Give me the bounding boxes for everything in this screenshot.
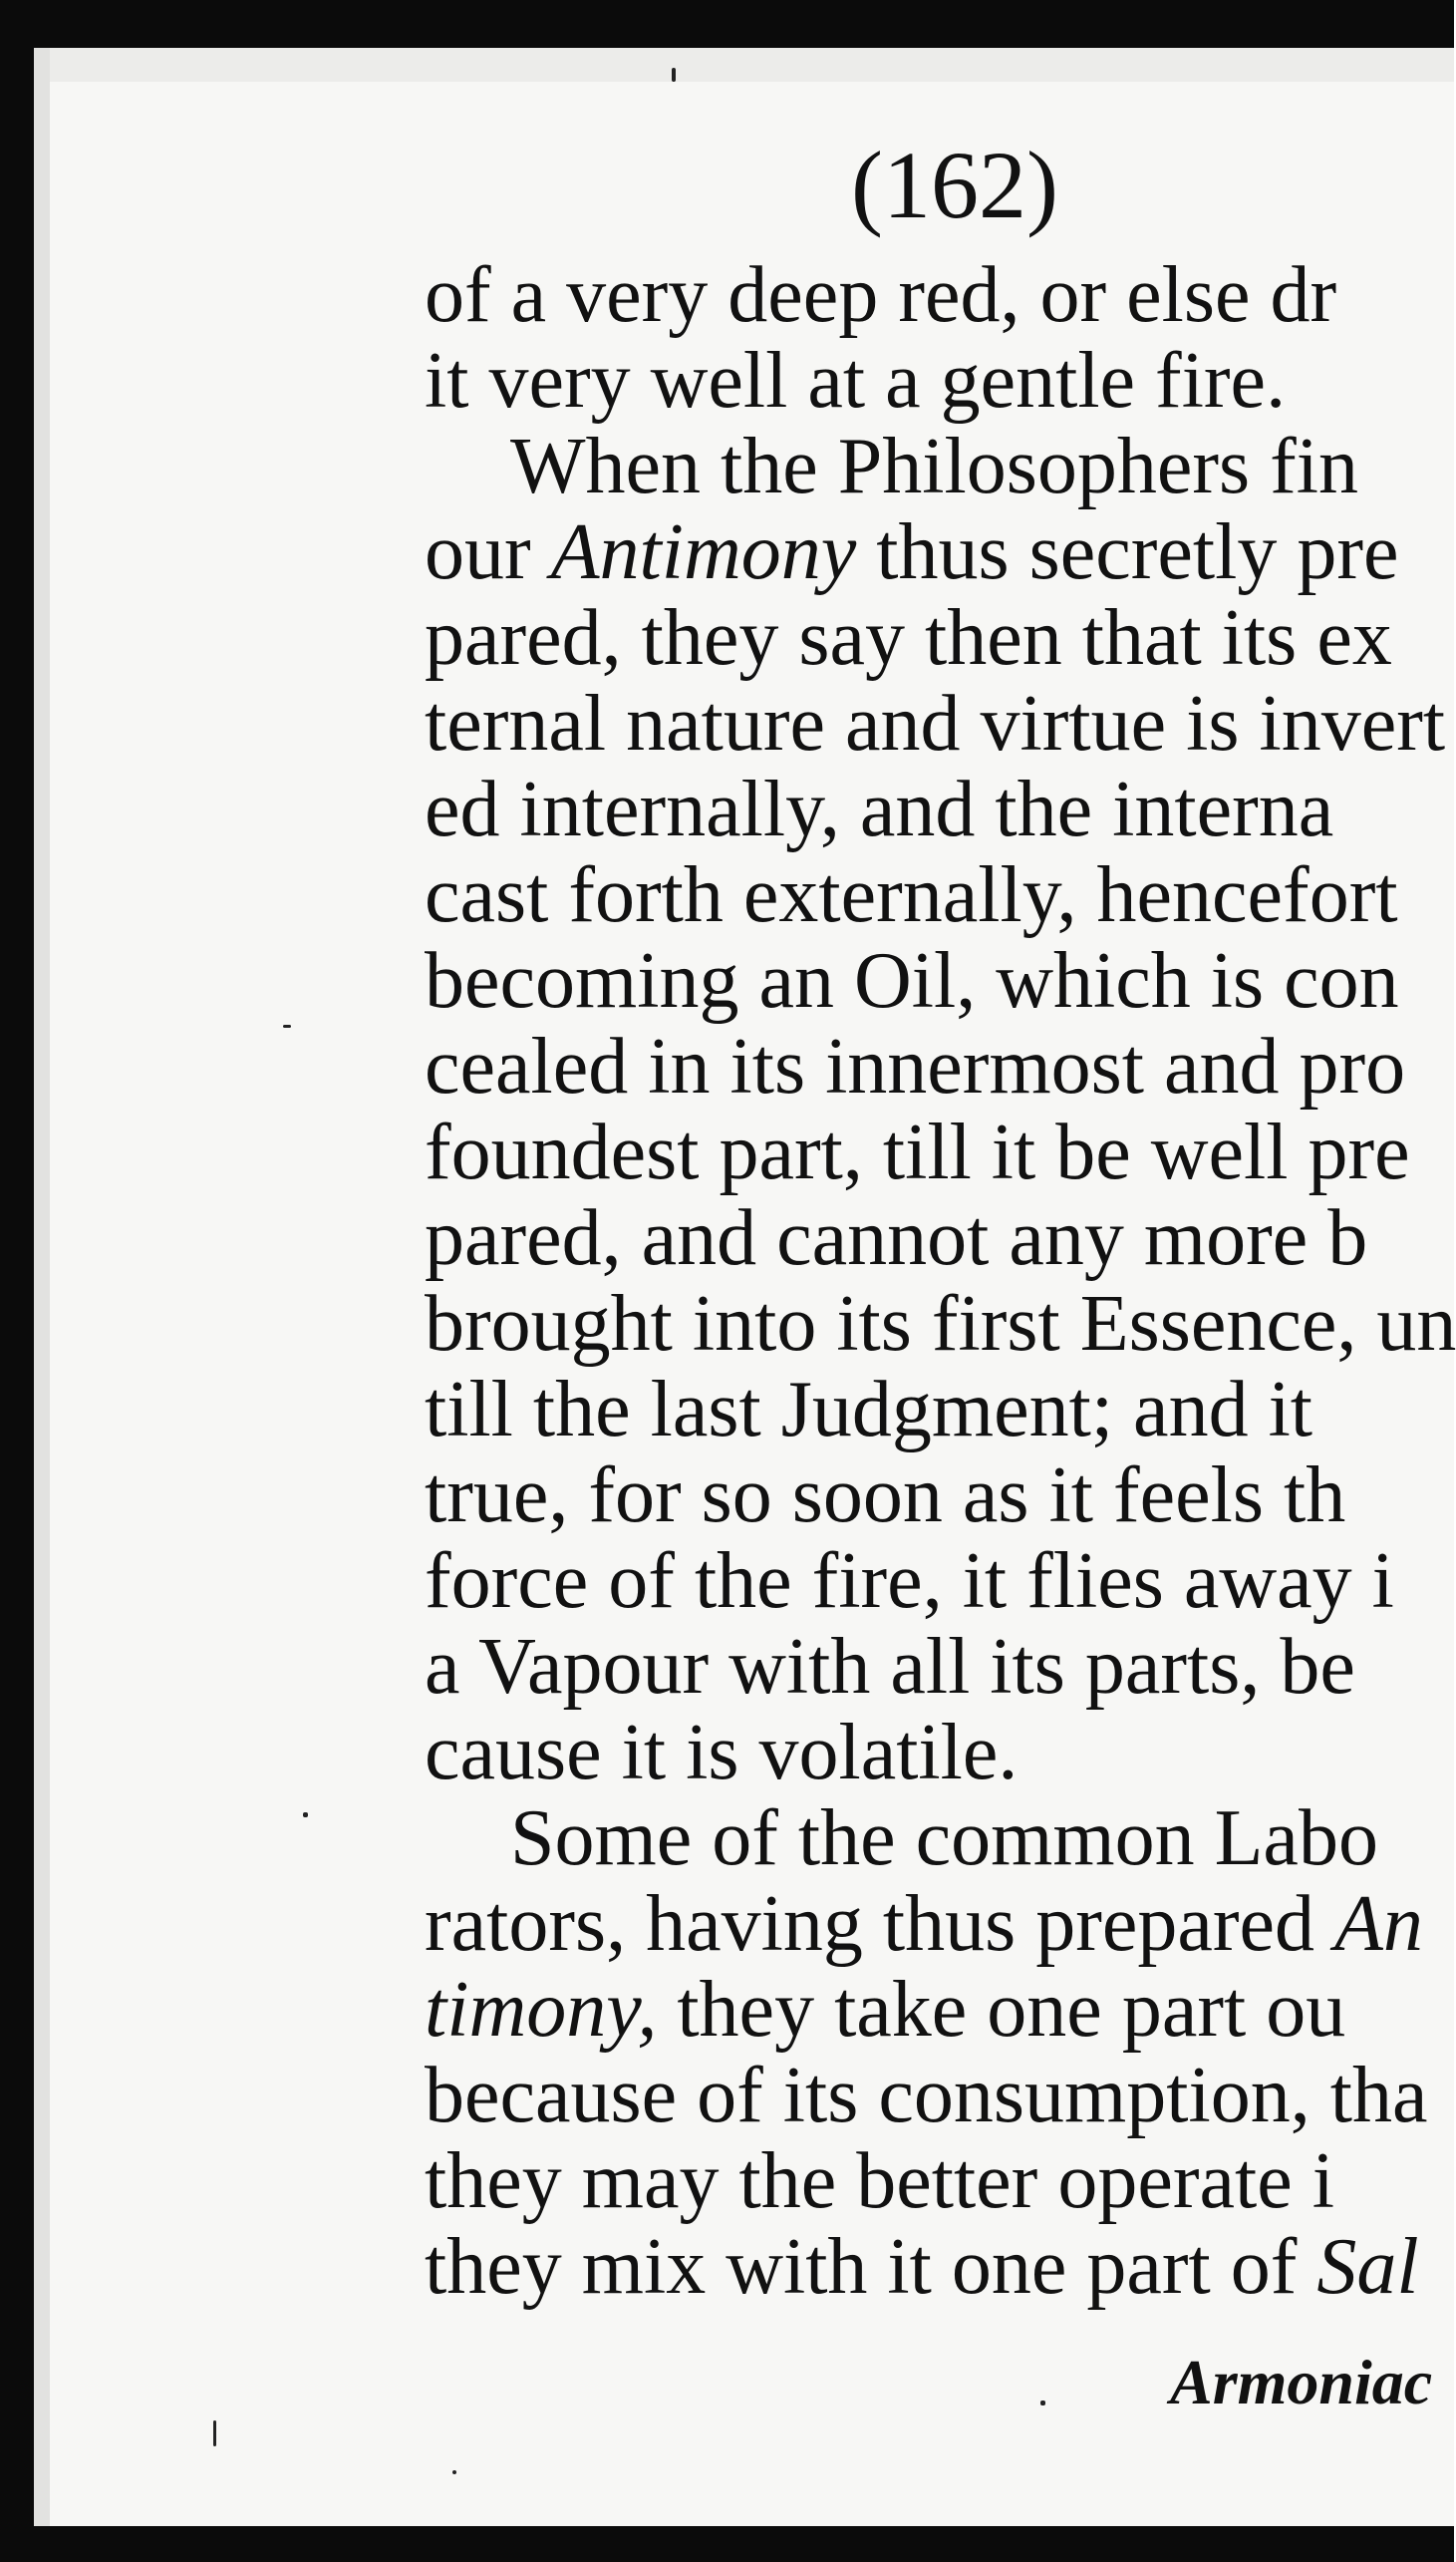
text-line [425,338,1441,424]
text-line [425,1367,1441,1452]
line-text: Some of the common Labo [510,1794,1378,1882]
scan-speck [213,2420,216,2446]
text-line [425,2138,1441,2224]
scan-speck [303,1812,308,1817]
line-text: ternal nature and virtue is invert [425,680,1446,768]
text-line [425,509,1441,595]
scan-speck [452,2470,456,2474]
line-text: pared, and cannot any more b [425,1194,1368,1282]
body-text [425,251,1456,2311]
line-text: thus secretly pre [856,508,1399,596]
text-line [425,2053,1441,2138]
paragraph-start-line [425,1795,1441,1881]
scan-speck [1040,2401,1045,2405]
line-text: foundest part, till it be well pre [425,1109,1410,1196]
text-line [425,680,1446,768]
paragraph-start-line [425,424,1441,509]
line-text: brought into its first Essence, un [425,1280,1456,1368]
text-line [425,1195,1441,1281]
book-page [34,48,1454,2526]
text-line [425,1024,1441,1110]
line-text: When the Philosophers fin [510,423,1358,510]
text-line [425,767,1441,852]
text-line [425,938,1441,1024]
text-line [425,1452,1441,1538]
line-text: a Vapour with all its parts, be [425,1623,1355,1711]
line-text: they take one part ou [657,1966,1346,2054]
text-line [425,1538,1441,1624]
line-text: it very well at a gentle fire. [425,337,1287,425]
scan-speck [283,1025,291,1028]
line-text: becoming an Oil, which is con [425,937,1399,1025]
italic-term: Sal [1316,2223,1419,2311]
text-line [425,595,1441,681]
line-text: of a very deep red, or else dr [425,251,1337,339]
italic-term: An [1334,1880,1423,1968]
italic-term: Antimony [550,508,857,596]
line-text: they mix with it one part of [425,2223,1317,2311]
line-text: cealed in its innermost and pro [425,1023,1406,1111]
text-line [425,1967,1441,2053]
text-line [425,1624,1441,1710]
line-text: because of its consumption, tha [425,2052,1428,2139]
line-text: force of the fire, it flies away i [425,1537,1394,1625]
text-line [425,852,1441,938]
line-text: cause it is volatile. [425,1709,1019,1796]
text-line [425,252,1441,338]
line-text: rators, having thus prepared [425,1880,1335,1968]
line-text: pared, they say then that its ex [425,594,1392,682]
scan-speck [672,68,676,82]
line-text: cast forth externally, hencefort [425,851,1398,939]
page-left-edge [34,48,50,2526]
catchword: Armoniac [1170,2347,1433,2417]
line-text: ed internally, and the interna [425,766,1334,853]
page-number: (162) [851,132,1058,238]
line-text: they may the better operate i [425,2137,1334,2225]
line-text: our [425,508,551,596]
line-text: true, for so soon as it feels th [425,1451,1346,1539]
italic-term: timony, [425,1966,658,2054]
text-line [425,1280,1456,1368]
text-line [425,1881,1441,1967]
line-text: till the last Judgment; and it [425,1366,1313,1453]
text-line [425,2224,1441,2310]
text-line [425,1710,1441,1795]
page-top-edge [34,48,1454,82]
text-line [425,1110,1441,1195]
